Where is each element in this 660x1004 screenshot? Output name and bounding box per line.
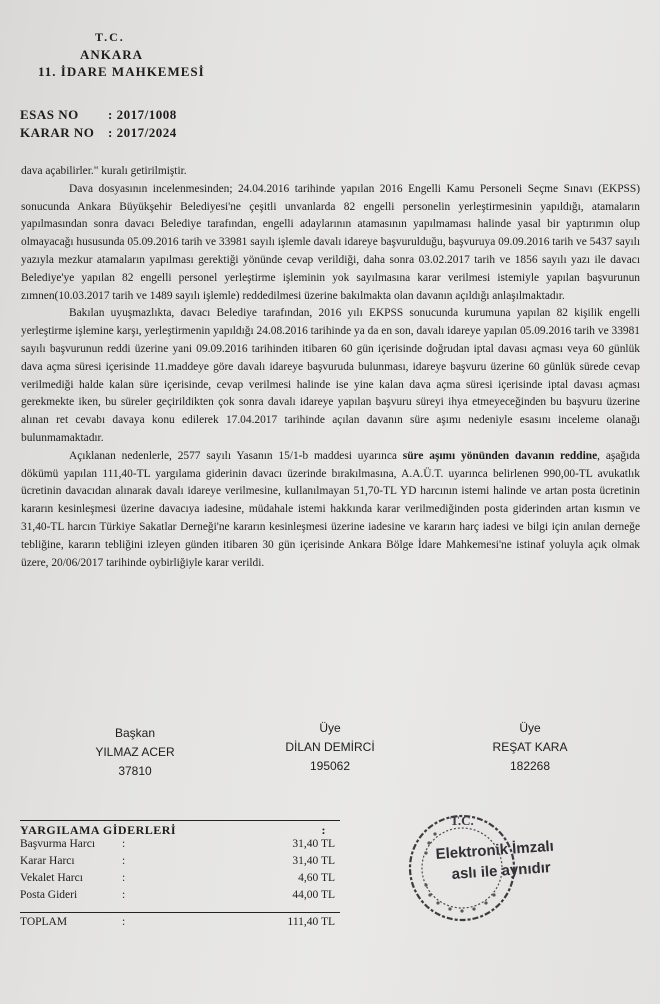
cost-name: Başvurma Harcı — [20, 838, 96, 850]
paragraph-4-bold: süre aşımı yönünden davanın reddine — [402, 449, 598, 462]
signature-number: 37810 — [118, 764, 152, 778]
paragraph-1: dava açabilirler." kuralı getirilmiştir. — [21, 165, 187, 177]
header-tc: T.C. — [95, 30, 125, 44]
signature-role: Üye — [519, 721, 541, 735]
header-city: ANKARA — [80, 47, 144, 62]
stamp-line2: aslı ile aynıdır — [451, 859, 552, 883]
costs-title-colon: : — [321, 823, 326, 837]
cost-colon: : — [122, 872, 126, 884]
karar-no-line — [20, 125, 177, 141]
signature-role: Üye — [319, 721, 341, 735]
esas-no-label: ESAS NO — [20, 107, 79, 122]
electronic-signature-stamp — [402, 793, 602, 943]
cost-name: Vekalet Harcı — [20, 872, 83, 884]
paragraph-4 — [21, 448, 640, 573]
signature-member-1 — [255, 719, 405, 776]
cost-row — [20, 889, 340, 906]
header-court: 11. İDARE MAHKEMESİ — [38, 64, 205, 79]
esas-no-value: : 2017/1008 — [108, 107, 177, 122]
decision-body — [21, 163, 640, 572]
karar-no-value: : 2017/2024 — [108, 125, 177, 140]
cost-name: Karar Harcı — [20, 855, 75, 867]
cost-total-row — [20, 912, 340, 933]
cost-colon: : — [122, 838, 126, 850]
cost-total-label: TOPLAM — [20, 916, 68, 928]
cost-total-colon: : — [122, 916, 126, 928]
stamp-line1: Elektronik İmzalı — [435, 837, 555, 863]
costs-title-text: YARGILAMA GİDERLERİ — [20, 823, 177, 837]
cost-name: Posta Gideri — [20, 889, 78, 901]
signature-name: DİLAN DEMİRCİ — [285, 740, 375, 754]
cost-value: 31,40 TL — [292, 855, 335, 867]
paragraph-4-post: , aşağıda dökümü yapılan 111,40-TL yargılama giderinin davacı üzerinde bırakılmasına, A.A.Ü.T. uyarınca belirlenen 990,00-TL avukatlık ücretinin davacıdan alınarak davalı idareye verilmesine, kullanılmayan 51,70-TL YD harcının istemi halinde ve artan posta ücretinin kararın kesinleşmesi üzerine davacıya iadesine, müdahale istemi hakkında karar verilmediğinden posta giderinden artan kısmın ve 31,40-TL harcın Türkiye Sakatlar Derneği'ne kararın kesinleşmesi üzerine iadesine ve kararın harç iadesi ve bilgi için anılan derneğe tebliğine, kararın tebliğini izleyen günden itibaren 30 gün içerisinde Ankara Bölge İdare Mahkemesi'ne istinaf yoluyla açık olmak üzere, 20/06/2017 tarihinde oybirliğiyle karar verildi. — [21, 449, 640, 569]
signature-name: YILMAZ ACER — [95, 745, 175, 759]
paragraph-4-pre: Açıklanan nedenlerle, 2577 sayılı Yasanın 15/1-b maddesi uyarınca — [69, 449, 403, 462]
cost-colon: : — [122, 855, 126, 867]
paragraph-2: Dava dosyasının incelenmesinden; 24.04.2016 tarihinde yapılan 2016 Engelli Kamu Personeli Seçme Sınavı (EKPSS) sonucunda Ankara Büyükşehir Belediyesi'ne çeşitli unvanlarda 82 engelli personelin yerleştirmesinin yapıldığı, atamaların yapılmasından sonra davacı Belediye tarafından, engelli adaylarının atamasının yapılmaması halinde yasal bir yaptırımın olup olmayacağı hususunda 05.09.2016 tarih ve 33981 sayılı işlemle davalı idareye başvurulduğu, başvuruya 09.09.2016 tarih ve 5437 sayılı yazıyla mezkur atamaların yapılması gerektiği yönünde cevap verildiği, daha sonra 03.02.2017 tarih ve 1856 sayılı yazı ile davacı Belediye'ye yapılan 82 engelli personel yerleştirme işleminin yok sayılmasına karar verilmesi istemiyle yapılan başvurunun zımnen(10.03.2017 tarih ve 1489 sayılı işlemle) reddedilmesi üzerine bakılmakta olan davanın açıldığı anlaşılmaktadır. — [21, 182, 640, 302]
esas-no-line — [20, 107, 177, 123]
cost-total-value: 111,40 TL — [287, 916, 335, 928]
signature-member-2 — [455, 719, 605, 776]
cost-value: 4,60 TL — [298, 872, 335, 884]
signature-number: 195062 — [309, 759, 351, 773]
stamp-top-text: T.C. — [450, 813, 474, 828]
signature-number: 182268 — [509, 759, 551, 773]
signature-role: Başkan — [114, 726, 156, 740]
paragraph-3: Bakılan uyuşmazlıkta, davacı Belediye tarafından, 2016 yılı EKPSS sonucunda kurumuna yapılan 82 kişilik engelli yerleştirme işlemine karşı, yerleştirmenin yapıldığı 24.08.2016 tarihinde ya da en son, davalı idareye yapılan 05.09.2016 tarih ve 33981 sayılı başvurunun reddi üzerine yani 09.09.2016 tarihinden itibaren 60 gün içerisinde doğrudan iptal davası açması veya 60 günlük dava açma süresi içerisinde 11.maddeye göre davalı idareye başvuruda bulunması, idareye başvuru üzerine 60 günlük sürede cevap verilmediği halde kalan süre içerisinde, cevap verilmesi halinde ise yine kalan dava açma süresi içerisinde iptal davası açması gerekmekte iken, bu süreler geçirildikten çok sonra davalı idareye yapılan başvuru süreyi ihya etmeyeceğinden bu başvuru üzerine alınan ret cevabı davaya konu edilerek 17.04.2017 tarihinde açılan davanın süre aşımı nedeniyle esasını inceleme olanağı bulunmamaktadır. — [21, 307, 640, 444]
cost-value: 31,40 TL — [292, 838, 335, 850]
signature-president — [60, 724, 210, 781]
signature-name: REŞAT KARA — [492, 740, 568, 754]
cost-row — [20, 872, 340, 889]
cost-value: 44,00 TL — [292, 889, 335, 901]
costs-table — [20, 820, 340, 933]
costs-title — [20, 820, 340, 838]
cost-row — [20, 855, 340, 872]
cost-row — [20, 838, 340, 855]
karar-no-label: KARAR NO — [20, 125, 95, 140]
cost-colon: : — [122, 889, 126, 901]
